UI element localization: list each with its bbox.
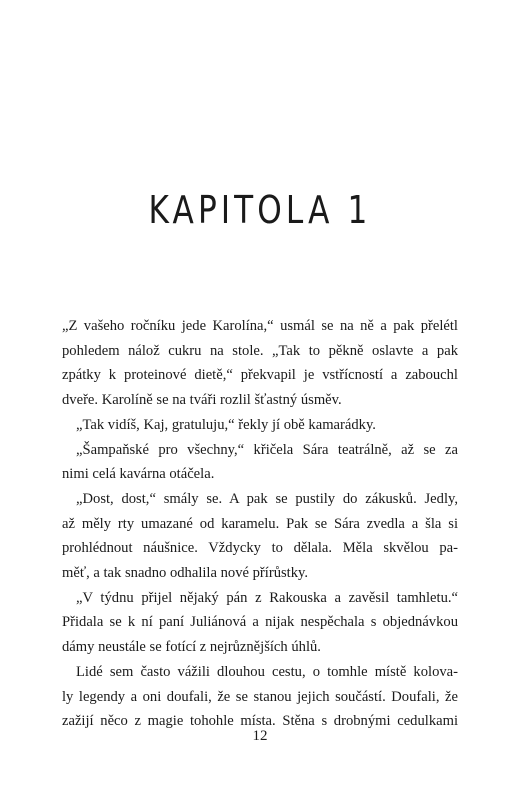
- paragraph: [62, 586, 458, 660]
- paragraph: [62, 487, 458, 586]
- paragraph: [62, 314, 458, 413]
- text-line: měť, a tak snadno odhalila nové přírůstky.: [62, 565, 309, 582]
- paragraph: [62, 413, 458, 438]
- text-line: „V týdnu přijel nějaký pán z Rakouska a zavěsil tamhletu.“: [76, 589, 458, 606]
- text-line: až měly rty umazané od karamelu. Pak se Sára zvedla a šla si: [62, 515, 458, 532]
- page-number: 12: [252, 728, 268, 744]
- text-line: „Dost, dost,“ smály se. A pak se pustily do zákusků. Jedly,: [76, 490, 458, 507]
- text-line: prohlédnout náušnice. Vždycky to dělala. Měla skvělou pa-: [62, 540, 458, 557]
- text-line: „Tak vidíš, Kaj, gratuluju,“ řekly jí obě kamarádky.: [76, 416, 376, 433]
- text-line: pohledem nálož cukru na stole. „Tak to pěkně oslavte a pak: [62, 342, 458, 359]
- text-line: „Šampaňské pro všechny,“ křičela Sára teatrálně, až se za: [76, 441, 458, 458]
- text-line: dveře. Karolíně se na tváři rozlil šťastný úsměv.: [62, 392, 342, 409]
- paragraph: [62, 438, 458, 487]
- text-line: nimi celá kavárna otáčela.: [62, 466, 215, 483]
- text-line: „Z vašeho ročníku jede Karolína,“ usmál se na ně a pak přelétl: [62, 318, 458, 334]
- text-line: zpátky k proteinové dietě,“ překvapil je vstřícností a zabouchl: [62, 367, 458, 384]
- text-line: dámy neustále se fotící z nejrůznějších úhlů.: [62, 639, 321, 656]
- text-line: ly legendy a oni doufali, že se stanou jejich součástí. Doufali, že: [62, 688, 458, 705]
- text-line: Lidé sem často vážili dlouhou cestu, o tomhle místě kolova-: [76, 663, 458, 680]
- chapter-title: KAPITOLA 1: [148, 188, 372, 232]
- paragraph: [62, 660, 458, 734]
- text-line: zažijí něco z magie tohohle místa. Stěna s drobnými cedulkami: [62, 713, 458, 730]
- text-line: Přidala se k ní paní Juliánová a nijak nespěchala s objednávkou: [62, 614, 458, 631]
- body-text: [62, 314, 458, 734]
